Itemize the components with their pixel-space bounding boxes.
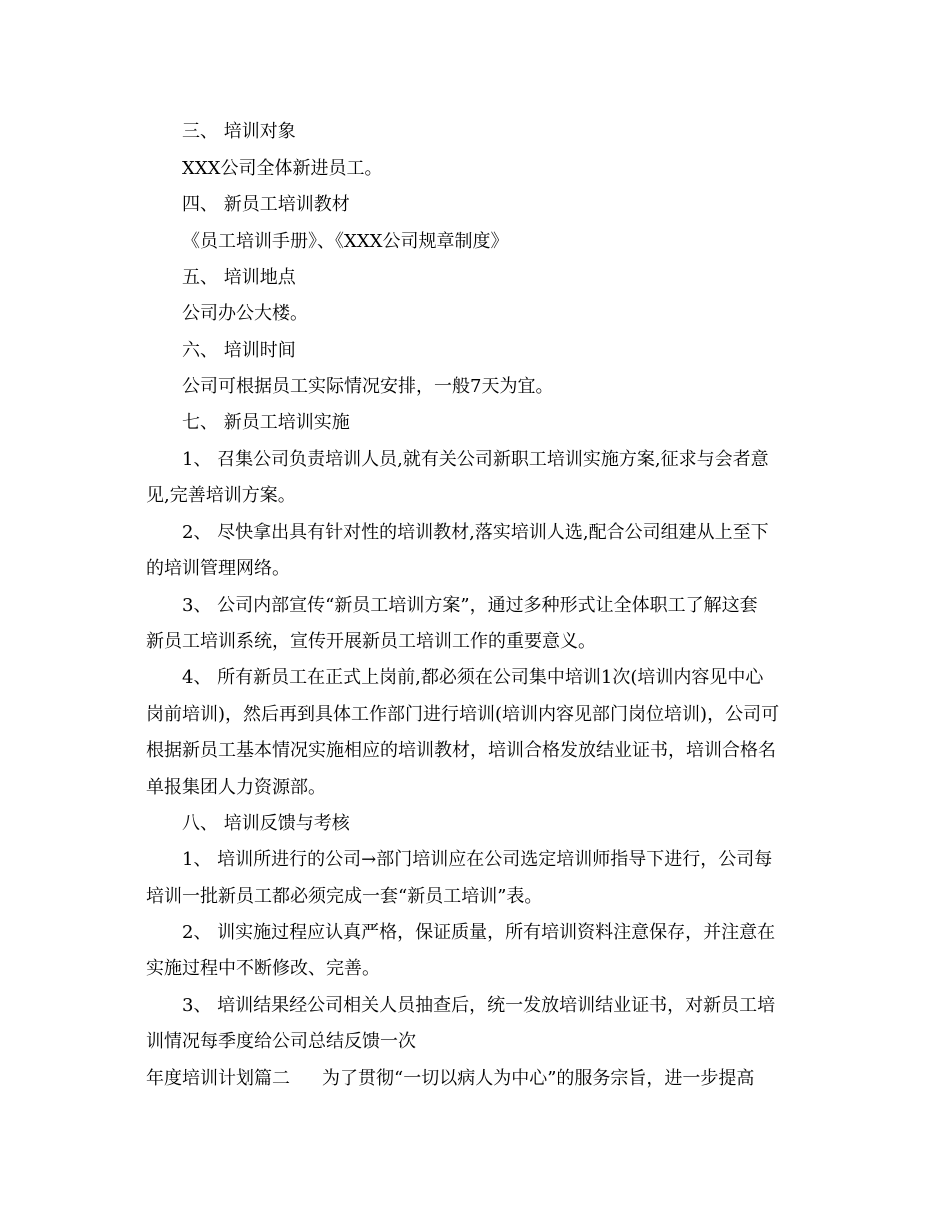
section-7-heading: 七、 新员工培训实施	[182, 412, 350, 433]
section-7-item-4-line-1: 4、 所有新员工在正式上岗前,都必须在公司集中培训1次(培训内容见中心	[182, 667, 764, 688]
section-3-heading: 三、 培训对象	[182, 121, 296, 142]
section-8-item-2-line-2: 实施过程中不断修改、完善。	[146, 958, 380, 979]
section-7-item-2-line-1: 2、 尽快拿出具有针对性的培训教材,落实培训人选,配合公司组建从上至下	[182, 522, 769, 543]
section-7-item-4-line-4: 单报集团人力资源部。	[146, 777, 326, 798]
section-6-body: 公司可根据员工实际情况安排，一般7天为宜。	[182, 376, 554, 397]
section-7-item-1-line-2: 见,完善培训方案。	[146, 485, 296, 506]
next-section-title: 年度培训计划篇二	[146, 1068, 290, 1089]
section-8-item-3-line-1: 3、 培训结果经公司相关人员抽查后，统一发放培训结业证书，对新员工培	[182, 995, 776, 1016]
section-6-heading: 六、 培训时间	[182, 340, 296, 361]
section-3-body: XXX公司全体新进员工。	[182, 158, 383, 179]
section-7-item-1-line-1: 1、 召集公司负责培训人员,就有关公司新职工培训实施方案,征求与会者意	[182, 449, 769, 470]
section-4-body: 《员工培训手册》、《XXX公司规章制度》	[182, 231, 509, 252]
section-7-item-3-line-2: 新员工培训系统，宣传开展新员工培训工作的重要意义。	[146, 631, 596, 652]
next-section-line	[146, 1067, 754, 1091]
section-8-heading: 八、 培训反馈与考核	[182, 813, 350, 834]
section-8-item-2-line-1: 2、 训实施过程应认真严格，保证质量，所有培训资料注意保存，并注意在	[182, 922, 776, 943]
next-section-intro: 为了贯彻“一切以病人为中心”的服务宗旨，进一步提高	[322, 1068, 755, 1089]
section-7-item-3-line-1: 3、 公司内部宣传“新员工培训方案”，通过多种形式让全体职工了解这套	[182, 595, 758, 616]
section-8-item-3-line-2: 训情况每季度给公司总结反馈一次	[146, 1031, 416, 1052]
section-8-item-1-line-1: 1、 培训所进行的公司→部门培训应在公司选定培训师指导下进行，公司每	[182, 849, 773, 870]
section-5-body: 公司办公大楼。	[182, 303, 308, 324]
section-5-heading: 五、 培训地点	[182, 267, 296, 288]
section-8-item-1-line-2: 培训一批新员工都必须完成一套“新员工培训”表。	[146, 886, 543, 907]
section-4-heading: 四、 新员工培训教材	[182, 194, 350, 215]
section-7-item-2-line-2: 的培训管理网络。	[146, 558, 290, 579]
section-7-item-4-line-2: 岗前培训)，然后再到具体工作部门进行培训(培训内容见部门岗位培训)，公司可	[146, 704, 780, 725]
section-7-item-4-line-3: 根据新员工基本情况实施相应的培训教材，培训合格发放结业证书，培训合格名	[146, 740, 776, 761]
